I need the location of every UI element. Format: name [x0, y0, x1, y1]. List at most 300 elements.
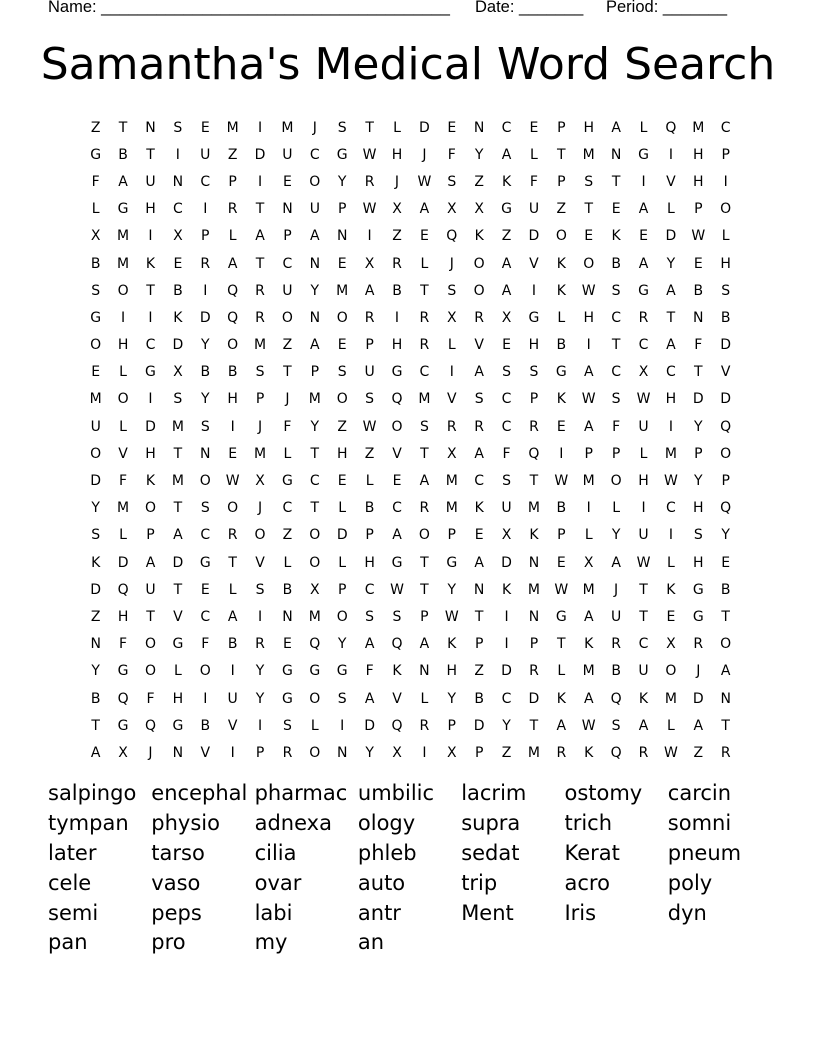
word-list-item: pneum: [667, 840, 742, 865]
grid-letter: L: [612, 500, 621, 517]
grid-letter: L: [228, 581, 237, 598]
grid-letter: D: [90, 473, 102, 490]
grid-letter: O: [391, 418, 403, 435]
word-list-item: trich: [564, 810, 613, 835]
grid-letter: T: [118, 119, 128, 136]
grid-letter: N: [282, 201, 293, 218]
grid-letter: Z: [282, 527, 293, 544]
grid-letter: D: [720, 391, 732, 408]
grid-letter: P: [201, 228, 210, 245]
grid-letter: B: [90, 690, 101, 707]
grid-letter: U: [610, 608, 622, 625]
grid-letter: I: [559, 445, 564, 462]
grid-letter: A: [501, 282, 512, 299]
grid-letter: S: [419, 418, 429, 435]
grid-letter: Z: [90, 119, 101, 136]
grid-letter: Q: [720, 500, 732, 517]
grid-letter: K: [556, 391, 566, 408]
grid-letter: S: [365, 391, 375, 408]
grid-letter: I: [723, 173, 728, 190]
grid-letter: H: [693, 173, 704, 190]
grid-letter: C: [666, 500, 676, 517]
grid-letter: N: [610, 146, 622, 163]
grid-letter: C: [282, 500, 293, 517]
grid-letter: J: [394, 173, 400, 190]
grid-letter: P: [611, 445, 621, 462]
grid-letter: S: [91, 282, 101, 299]
grid-letter: M: [527, 581, 540, 598]
grid-letter: V: [392, 445, 402, 462]
grid-letter: N: [309, 309, 321, 326]
grid-letter: M: [281, 119, 294, 136]
grid-letter: D: [528, 690, 540, 707]
grid-letter: N: [419, 663, 430, 680]
grid-letter: F: [146, 690, 155, 707]
word-list-item: acro: [564, 870, 610, 895]
grid-letter: M: [226, 119, 239, 136]
grid-letter: R: [529, 418, 539, 435]
grid-letter: W: [581, 717, 596, 734]
grid-letter: N: [200, 445, 211, 462]
grid-letter: W: [362, 201, 377, 218]
grid-letter: Q: [720, 418, 732, 435]
grid-letter: P: [447, 527, 456, 544]
grid-letter: Y: [721, 527, 730, 544]
grid-letter: Q: [528, 445, 540, 462]
grid-letter: U: [528, 201, 540, 218]
grid-letter: Z: [474, 173, 484, 190]
grid-letter: B: [611, 663, 621, 680]
grid-letter: W: [691, 228, 706, 245]
grid-letter: A: [666, 337, 676, 354]
grid-letter: Z: [337, 418, 347, 435]
grid-letter: D: [172, 554, 184, 571]
grid-letter: E: [91, 364, 101, 381]
grid-letter: K: [173, 309, 183, 326]
grid-letter: P: [529, 391, 539, 408]
grid-letter: E: [283, 636, 292, 653]
grid-letter: P: [557, 173, 566, 190]
grid-letter: K: [145, 255, 156, 272]
grid-letter: T: [420, 282, 429, 299]
grid-letter: S: [502, 473, 511, 490]
grid-letter: R: [419, 500, 430, 517]
grid-letter: E: [666, 608, 676, 625]
word-list-item: cele: [48, 870, 92, 895]
grid-letter: P: [721, 473, 730, 490]
grid-letter: I: [340, 717, 345, 734]
grid-letter: C: [172, 201, 183, 218]
grid-letter: L: [173, 663, 182, 680]
grid-letter: R: [693, 636, 704, 653]
grid-letter: I: [641, 173, 646, 190]
grid-letter: Y: [200, 337, 210, 354]
grid-letter: T: [420, 445, 429, 462]
grid-letter: A: [638, 201, 649, 218]
grid-letter: M: [308, 391, 321, 408]
grid-letter: W: [362, 146, 377, 163]
grid-letter: Y: [694, 418, 703, 435]
grid-letter: M: [445, 500, 458, 517]
grid-letter: G: [446, 554, 458, 571]
grid-letter: B: [556, 337, 567, 354]
grid-letter: Z: [501, 228, 512, 245]
grid-letter: G: [391, 554, 403, 571]
grid-letter: X: [392, 744, 402, 761]
grid-letter: S: [255, 364, 265, 381]
grid-letter: K: [474, 500, 484, 517]
grid-letter: P: [721, 146, 730, 163]
grid-letter: W: [390, 581, 404, 598]
grid-letter: O: [227, 337, 239, 354]
word-list-item: auto: [357, 870, 406, 895]
grid-letter: Y: [337, 173, 347, 190]
word-list-item: cilia: [254, 840, 297, 865]
grid-letter: I: [257, 608, 263, 625]
grid-letter: H: [117, 337, 129, 354]
grid-letter: W: [663, 473, 678, 490]
word-list-item: antr: [357, 900, 401, 925]
grid-letter: Y: [474, 146, 484, 163]
grid-letter: B: [200, 364, 211, 381]
grid-letter: C: [638, 636, 649, 653]
grid-letter: H: [638, 473, 649, 490]
word-list-item: labi: [254, 900, 293, 925]
grid-letter: X: [310, 581, 320, 598]
grid-letter: M: [336, 282, 349, 299]
grid-letter: V: [666, 173, 676, 190]
grid-letter: O: [309, 554, 321, 571]
grid-letter: K: [611, 228, 621, 245]
grid-letter: D: [199, 309, 211, 326]
grid-letter: C: [145, 337, 156, 354]
grid-letter: G: [117, 717, 129, 734]
grid-letter: E: [556, 418, 566, 435]
grid-letter: Q: [227, 282, 239, 299]
grid-letter: Q: [610, 690, 622, 707]
grid-letter: O: [610, 473, 622, 490]
grid-letter: I: [121, 309, 126, 326]
grid-letter: V: [529, 255, 539, 272]
word-list-item: physio: [151, 810, 220, 835]
grid-letter: Z: [501, 744, 512, 761]
grid-letter: U: [227, 690, 238, 707]
grid-letter: Z: [364, 445, 375, 462]
grid-letter: B: [200, 717, 211, 734]
grid-letter: M: [664, 445, 677, 462]
grid-letter: K: [145, 473, 156, 490]
grid-letter: T: [255, 255, 265, 272]
grid-letter: O: [90, 445, 102, 462]
grid-letter: N: [720, 690, 731, 707]
grid-letter: X: [173, 364, 183, 381]
grid-letter: O: [117, 282, 129, 299]
grid-letter: T: [639, 581, 648, 598]
grid-letter: O: [665, 663, 677, 680]
grid-letter: D: [418, 119, 430, 136]
grid-letter: X: [446, 309, 457, 326]
grid-letter: V: [720, 364, 731, 381]
word-list-item: poly: [667, 870, 713, 895]
grid-letter: O: [720, 201, 732, 218]
grid-letter: P: [365, 337, 374, 354]
grid-letter: H: [364, 554, 375, 571]
grid-letter: B: [556, 500, 567, 517]
word-list-item: pan: [48, 930, 88, 955]
word-list-item: sedat: [461, 840, 520, 865]
grid-row: [82, 168, 742, 195]
grid-letter: M: [582, 581, 595, 598]
grid-letter: S: [365, 608, 375, 625]
grid-letter: T: [584, 201, 593, 218]
grid-letter: I: [586, 337, 591, 354]
grid-row: [82, 495, 742, 522]
grid-letter: P: [365, 527, 374, 544]
grid-letter: G: [282, 473, 293, 490]
grid-letter: T: [557, 146, 566, 163]
grid-letter: C: [720, 119, 731, 136]
grid-letter: Y: [91, 500, 100, 517]
grid-letter: O: [418, 527, 430, 544]
grid-letter: C: [309, 146, 320, 163]
grid-letter: I: [148, 309, 153, 326]
grid-letter: P: [474, 636, 484, 653]
grid-letter: G: [336, 146, 348, 163]
grid-letter: C: [200, 173, 211, 190]
grid-letter: S: [693, 527, 703, 544]
grid-letter: H: [446, 663, 458, 680]
grid-letter: V: [227, 717, 238, 734]
grid-letter: J: [257, 418, 263, 435]
grid-row: [82, 277, 742, 304]
grid-letter: L: [666, 201, 675, 218]
grid-letter: D: [145, 418, 156, 435]
grid-letter: J: [696, 663, 701, 680]
word-list-item: ostomy: [564, 781, 643, 805]
grid-letter: D: [528, 228, 540, 245]
grid-letter: E: [693, 255, 703, 272]
word-list-item: Kerat: [564, 840, 620, 865]
grid-letter: L: [91, 201, 100, 218]
grid-letter: S: [173, 119, 183, 136]
grid-letter: A: [310, 337, 320, 354]
grid-letter: B: [364, 500, 375, 517]
grid-letter: W: [225, 473, 240, 490]
grid-letter: A: [392, 527, 402, 544]
grid-letter: D: [665, 228, 677, 245]
grid-letter: L: [365, 473, 374, 490]
grid-letter: L: [420, 255, 429, 272]
grid-letter: V: [446, 391, 457, 408]
grid-letter: A: [638, 255, 649, 272]
grid-letter: S: [611, 391, 621, 408]
grid-letter: O: [583, 255, 595, 272]
grid-letter: O: [309, 690, 321, 707]
grid-letter: K: [447, 636, 457, 653]
word-list-item: ovar: [254, 870, 302, 895]
grid-letter: R: [529, 663, 539, 680]
grid-letter: A: [693, 717, 704, 734]
grid-letter: P: [283, 228, 292, 245]
grid-letter: Z: [282, 337, 293, 354]
grid-letter: F: [119, 636, 128, 653]
grid-letter: A: [145, 554, 156, 571]
grid-row: [82, 304, 742, 331]
grid-letter: P: [529, 636, 539, 653]
grid-row: [82, 223, 742, 250]
grid-letter: C: [638, 337, 649, 354]
grid-letter: R: [419, 717, 430, 734]
grid-letter: D: [90, 581, 102, 598]
grid-letter: X: [90, 228, 101, 245]
grid-letter: O: [144, 636, 156, 653]
word-list-item: adnexa: [254, 810, 332, 835]
grid-letter: O: [144, 663, 156, 680]
grid-letter: T: [173, 500, 183, 517]
grid-letter: E: [502, 337, 511, 354]
grid-letter: J: [422, 146, 427, 163]
grid-letter: D: [473, 717, 485, 734]
grid-letter: X: [474, 201, 484, 218]
grid-letter: H: [227, 391, 238, 408]
grid-letter: A: [474, 554, 484, 571]
word-list: [48, 779, 771, 958]
grid-letter: V: [474, 337, 484, 354]
grid-letter: Z: [227, 146, 238, 163]
grid-letter: G: [391, 364, 403, 381]
grid-letter: D: [720, 337, 732, 354]
grid-letter: T: [529, 717, 539, 734]
grid-letter: G: [117, 663, 129, 680]
grid-letter: Q: [391, 717, 403, 734]
grid-letter: Q: [665, 119, 677, 136]
grid-letter: J: [285, 391, 290, 408]
grid-letter: H: [665, 391, 677, 408]
grid-row: [82, 522, 742, 549]
grid-letter: Q: [446, 228, 458, 245]
grid-letter: T: [611, 173, 621, 190]
grid-letter: F: [201, 636, 210, 653]
grid-letter: R: [255, 636, 265, 653]
grid-row: [82, 413, 742, 440]
grid-letter: T: [146, 282, 155, 299]
grid-letter: G: [555, 608, 567, 625]
grid-letter: C: [200, 608, 211, 625]
grid-letter: O: [720, 636, 732, 653]
grid-letter: T: [173, 581, 183, 598]
grid-letter: I: [257, 173, 263, 190]
grid-letter: D: [172, 337, 184, 354]
grid-letter: N: [693, 309, 704, 326]
grid-letter: F: [365, 663, 374, 680]
word-list-item: ology: [357, 810, 416, 835]
grid-letter: M: [582, 473, 595, 490]
grid-letter: I: [203, 690, 208, 707]
grid-letter: G: [638, 146, 649, 163]
grid-letter: L: [557, 309, 566, 326]
grid-letter: A: [90, 744, 101, 761]
grid-letter: W: [362, 418, 377, 435]
word-list-item: pro: [151, 930, 186, 955]
grid-letter: I: [422, 744, 427, 761]
grid-letter: A: [556, 717, 567, 734]
grid-letter: E: [173, 255, 183, 272]
grid-letter: I: [586, 500, 591, 517]
grid-letter: X: [501, 309, 512, 326]
word-list-item: vaso: [151, 870, 201, 895]
grid-letter: O: [281, 309, 293, 326]
grid-letter: R: [255, 309, 265, 326]
grid-letter: K: [392, 663, 402, 680]
grid-letter: I: [449, 364, 454, 381]
grid-letter: I: [203, 282, 208, 299]
grid-letter: C: [309, 473, 320, 490]
grid-letter: R: [364, 309, 375, 326]
grid-letter: A: [611, 554, 621, 571]
grid-letter: L: [338, 500, 347, 517]
grid-letter: M: [253, 337, 267, 354]
grid-letter: L: [584, 527, 593, 544]
grid-letter: N: [172, 744, 184, 761]
grid-letter: Z: [90, 608, 101, 625]
grid-letter: T: [721, 608, 730, 625]
grid-letter: M: [89, 391, 102, 408]
grid-letter: E: [474, 527, 484, 544]
grid-letter: R: [474, 309, 485, 326]
grid-letter: O: [309, 744, 321, 761]
grid-letter: O: [720, 445, 732, 462]
grid-letter: J: [257, 500, 263, 517]
grid-letter: C: [501, 690, 512, 707]
grid-letter: H: [583, 309, 594, 326]
grid-letter: U: [638, 527, 649, 544]
grid-letter: R: [638, 744, 649, 761]
word-list-item: encephal: [151, 781, 248, 805]
grid-letter: J: [148, 744, 153, 761]
grid-letter: O: [309, 527, 321, 544]
grid-letter: X: [446, 744, 457, 761]
grid-letter: S: [611, 282, 621, 299]
word-list-item: supra: [461, 810, 521, 835]
grid-letter: O: [227, 500, 239, 517]
grid-letter: K: [556, 255, 566, 272]
student-info-header: [48, 0, 768, 20]
grid-letter: A: [364, 282, 375, 299]
grid-letter: E: [392, 473, 402, 490]
grid-letter: I: [175, 146, 180, 163]
grid-row: [82, 386, 742, 413]
period-field: Period: _______: [606, 0, 728, 16]
grid-letter: T: [365, 119, 374, 136]
grid-letter: Y: [255, 663, 265, 680]
grid-letter: P: [447, 717, 456, 734]
grid-letter: D: [692, 391, 704, 408]
grid-letter: E: [337, 473, 347, 490]
grid-letter: Y: [91, 663, 100, 680]
grid-letter: A: [227, 255, 238, 272]
grid-letter: R: [200, 255, 211, 272]
word-list-item: trip: [461, 870, 498, 895]
grid-letter: C: [419, 364, 430, 381]
grid-letter: U: [638, 663, 649, 680]
grid-letter: B: [90, 255, 101, 272]
grid-row: [82, 467, 742, 494]
word-list-item: peps: [151, 900, 202, 925]
grid-letter: N: [282, 608, 293, 625]
word-list-item: Ment: [461, 900, 514, 925]
grid-letter: Z: [392, 228, 402, 245]
grid-letter: L: [447, 337, 456, 354]
